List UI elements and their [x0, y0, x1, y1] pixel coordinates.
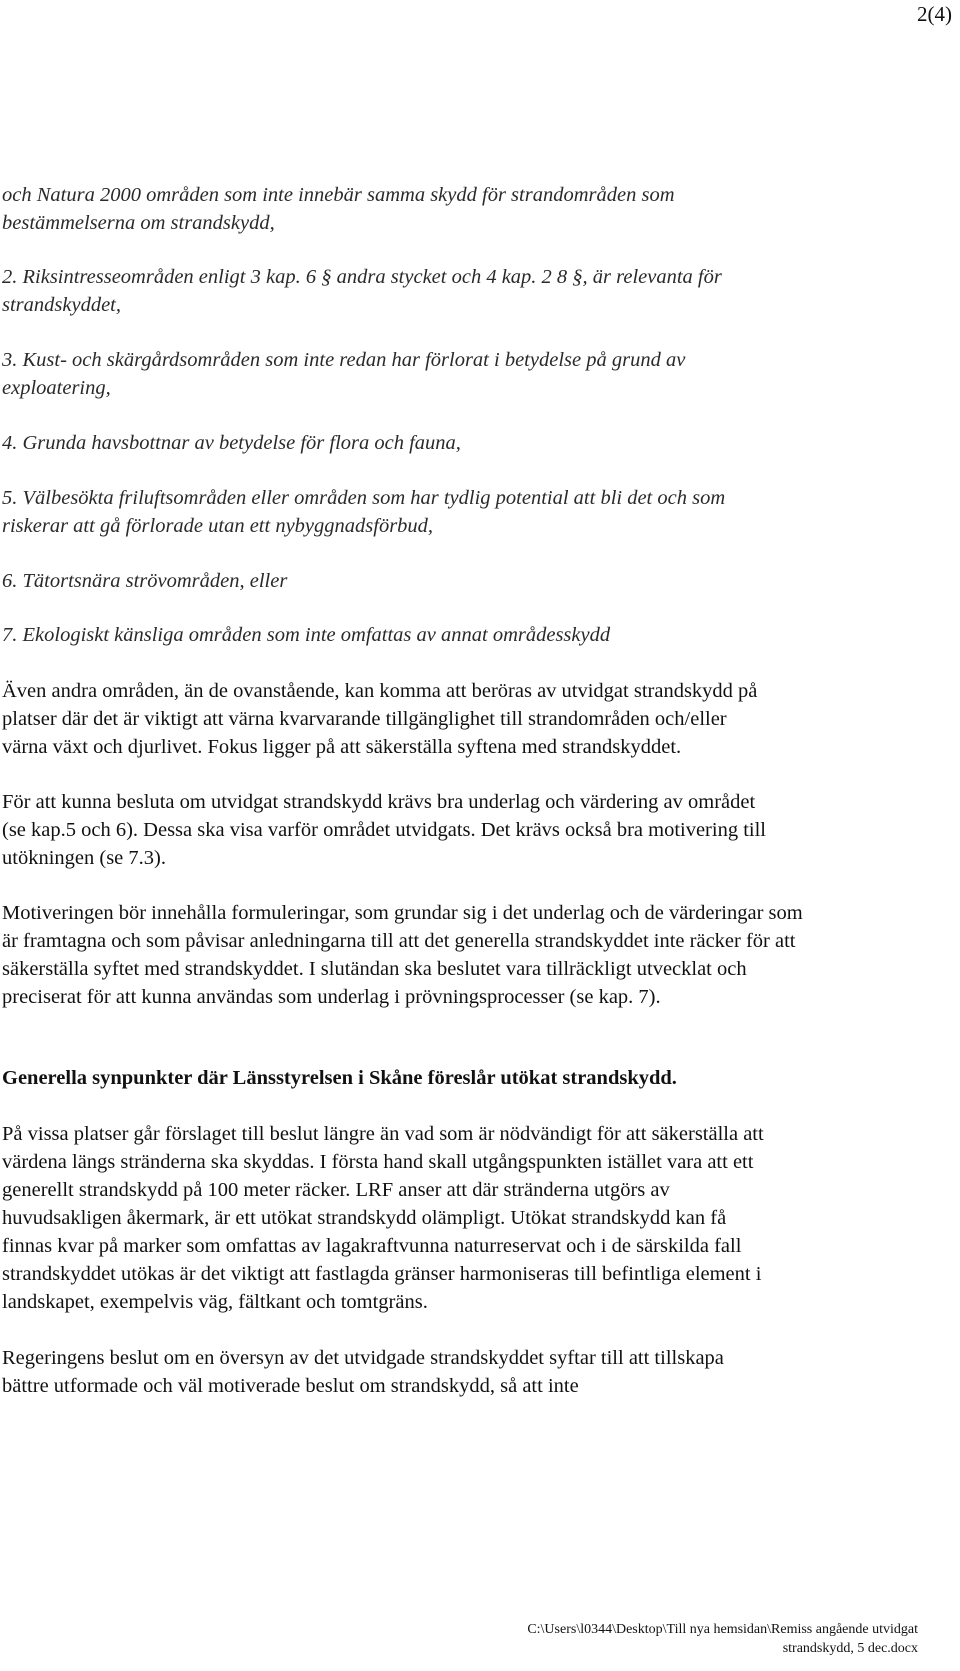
paragraph-general-views: På vissa platser går förslaget till beslut längre än vad som är nödvändigt för att säkerställa att värdena längs stränderna ska skyddas. I första hand skall utgångspunkten istället vara att ett generellt strandskydd på 100 meter räcker. LRF anser att där stränderna utgörs av huvudsakligen åkermark, är ett utökat strandskydd olämpligt. Utökat strandskydd kan få finnas kvar på marker som omfattas av lagakraftvunna naturreservat och i de särskilda fall strandskyddet utökas är det viktigt att fastlagda gränser harmoniseras till befintliga element i landskapet, exempelvis väg, fältkant och tomtgräns. [2, 1123, 764, 1313]
list-item-7: 7. Ekologiskt känsliga områden som inte omfattas av annat områdesskydd [2, 624, 611, 646]
section-heading: Generella synpunkter där Länsstyrelsen i Skåne föreslår utökat strandskydd. [2, 1067, 677, 1089]
paragraph-other-areas: Även andra områden, än de ovanstående, kan komma att beröras av utvidgat strandskydd på platser där det är viktigt att värna kvarvarande tillgänglighet till strandområden och/eller värna växt och djurlivet. Fokus ligger på att säkerställa syftena med strandskyddet. [2, 680, 758, 758]
paragraph-motivation: Motiveringen bör innehålla formuleringar, som grundar sig i det underlag och de värderingar som är framtagna och som påvisar anledningarna till att det generella strandskyddet inte räcker för att säkerställa syftet med strandskyddet. I slutändan ska beslutet vara tillräckligt utvecklat och preciserat för att kunna användas som underlag i prövningsprocesser (se kap. 7). [2, 902, 803, 1008]
document-body [2, 181, 902, 1400]
list-item-5: 5. Välbesökta friluftsområden eller områden som har tydlig potential att bli det och som riskerar att gå förlorade utan ett nybyggnadsförbud, [2, 487, 726, 537]
paragraph-decision-basis: För att kunna besluta om utvidgat strandskydd krävs bra underlag och värdering av området (se kap.5 och 6). Dessa ska visa varför området utvidgats. Det krävs också bra motivering till utökningen (se 7.3). [2, 791, 766, 869]
list-continuation: och Natura 2000 områden som inte innebär samma skydd för strandområden som bestämmelserna om strandskydd, [2, 184, 675, 234]
list-item-6: 6. Tätortsnära strövområden, eller [2, 570, 288, 592]
list-item-3: 3. Kust- och skärgårdsområden som inte redan har förlorat i betydelse på grund av exploatering, [2, 349, 686, 399]
page-number: 2(4) [917, 2, 952, 26]
paragraph-government-decision: Regeringens beslut om en översyn av det utvidgade strandskyddet syftar till att tillskapa bättre utformade och väl motiverade beslut om strandskydd, så att inte [2, 1347, 724, 1397]
list-item-4: 4. Grunda havsbottnar av betydelse för flora och fauna, [2, 432, 461, 454]
footer-file-path: C:\Users\l0344\Desktop\Till nya hemsidan\Remiss angående utvidgat strandskydd, 5 dec.docx [527, 1622, 918, 1656]
list-item-2: 2. Riksintresseområden enligt 3 kap. 6 § andra stycket och 4 kap. 2 8 §, är relevanta för strandskyddet, [2, 266, 722, 316]
